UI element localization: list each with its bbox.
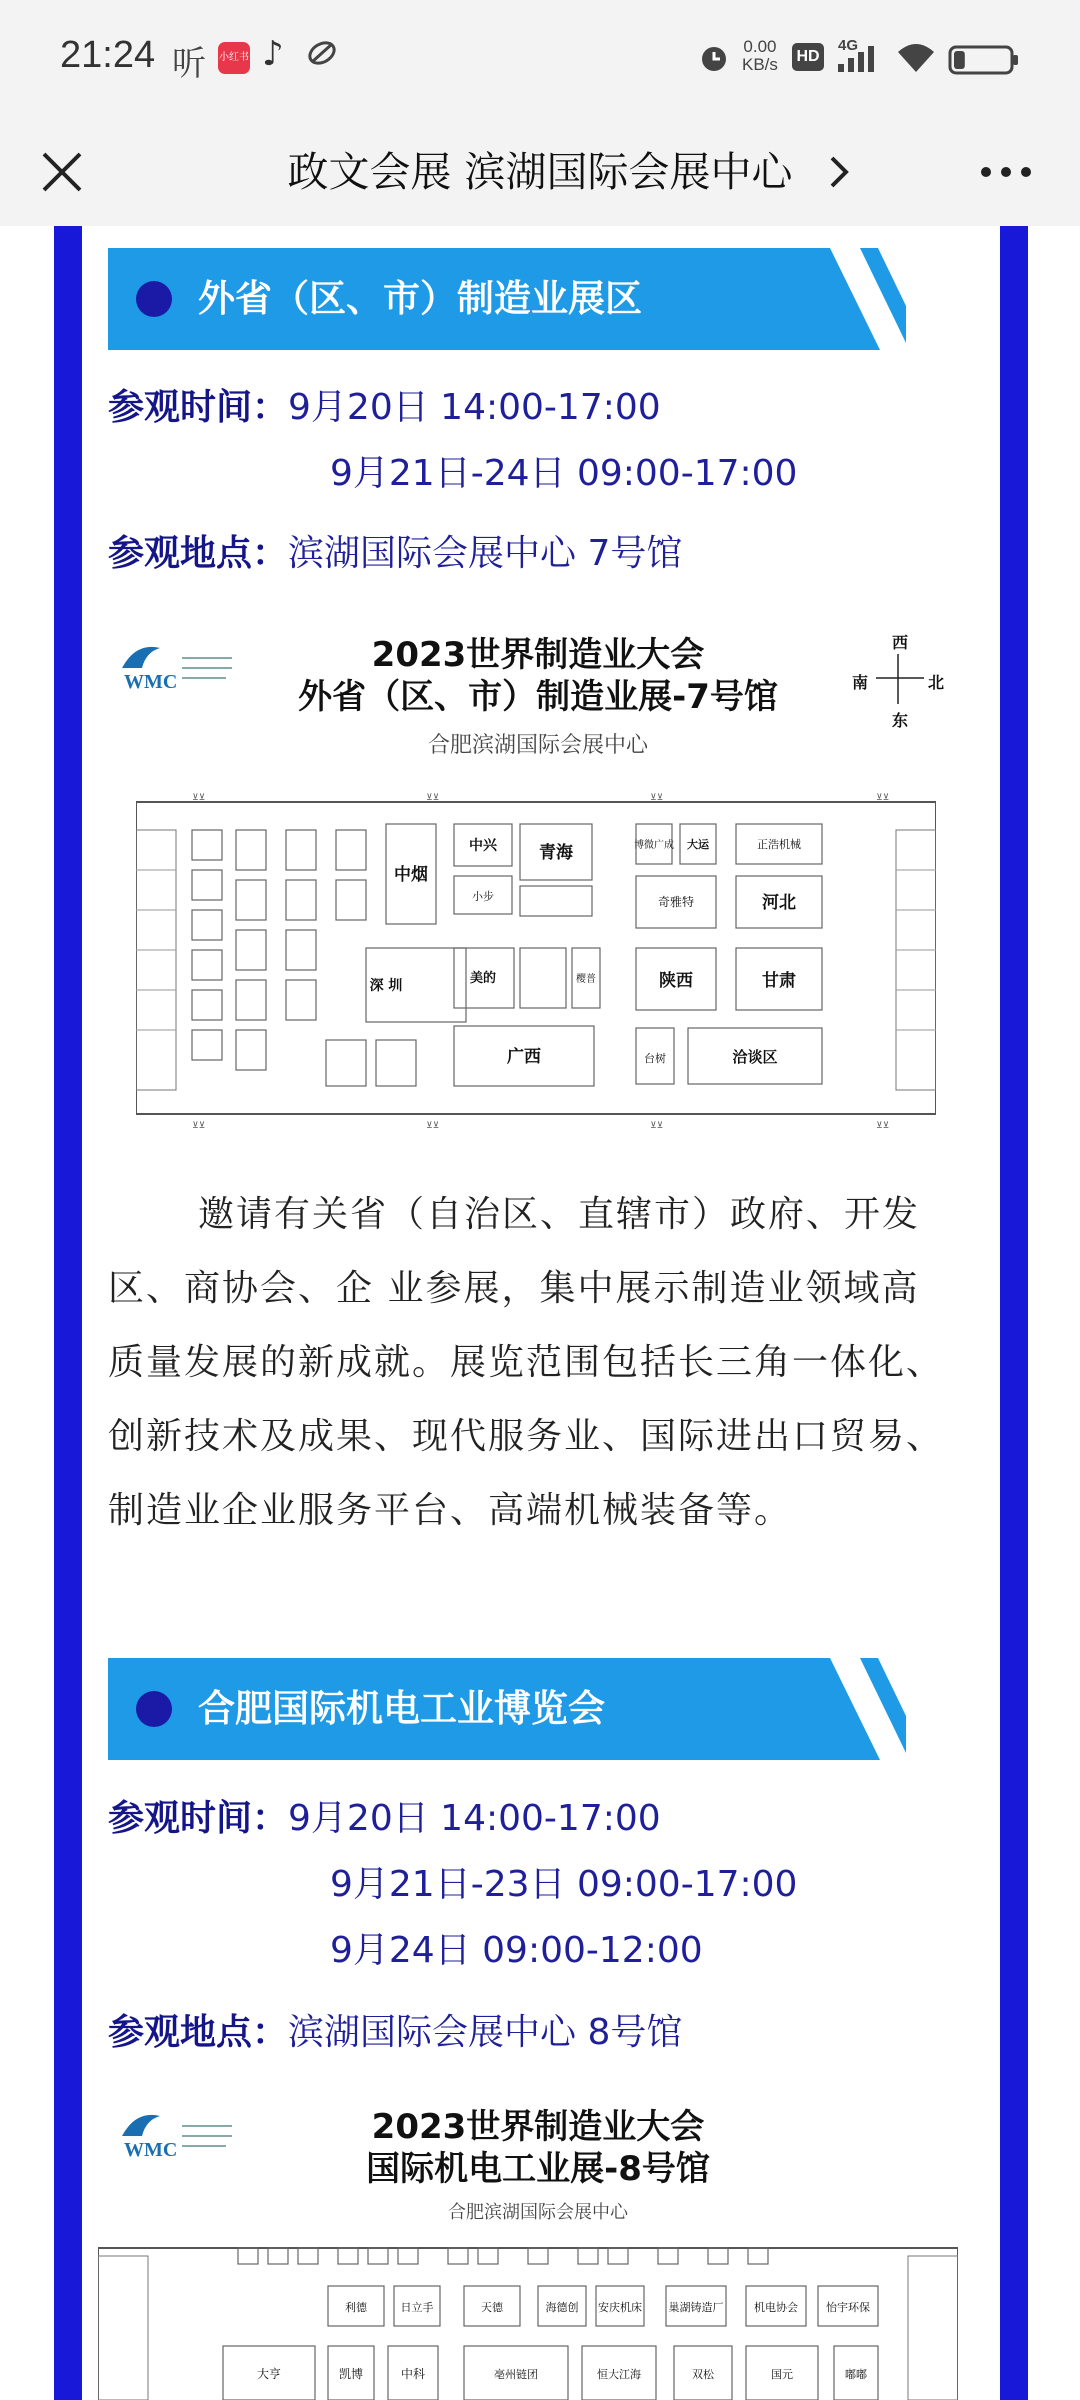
visit-place-value: 滨湖国际会展中心 8号馆 bbox=[288, 2012, 683, 2053]
map-title: 国际机电工业展-8号馆 bbox=[366, 2149, 710, 2189]
svg-text:巢湖铸造厂: 巢湖铸造厂 bbox=[668, 2301, 724, 2314]
svg-text:4G: 4G bbox=[838, 37, 859, 54]
visit-time-value: 9月20日 14:00-17:00 bbox=[288, 387, 661, 428]
svg-text:广西: 广西 bbox=[507, 1047, 541, 1067]
visit-time bbox=[108, 383, 661, 433]
leaf-icon bbox=[306, 38, 338, 68]
xiaohongshu-icon: 小红书 bbox=[218, 42, 250, 74]
svg-text:大亨: 大亨 bbox=[256, 2367, 282, 2381]
svg-text:⊻⊻: ⊻⊻ bbox=[192, 793, 206, 803]
visit-place bbox=[108, 529, 682, 579]
svg-text:奇雅特: 奇雅特 bbox=[657, 895, 695, 909]
svg-text:利德: 利德 bbox=[345, 2301, 367, 2314]
frame-border-right bbox=[1000, 226, 1028, 2400]
visit-place-label: 参观地点： bbox=[108, 533, 289, 574]
svg-text:⊻⊻: ⊻⊻ bbox=[192, 1121, 206, 1130]
bullet-icon bbox=[136, 1691, 172, 1727]
svg-text:嘟嘟: 嘟嘟 bbox=[845, 2368, 867, 2381]
map-subtitle: 合肥滨湖国际会展中心 bbox=[427, 733, 648, 758]
svg-text:深 圳: 深 圳 bbox=[369, 978, 403, 994]
section-title: 合肥国际机电工业博览会 bbox=[198, 1687, 605, 1730]
hall-8-floor-map bbox=[108, 2092, 968, 2400]
visit-time bbox=[108, 1794, 661, 1844]
svg-text:台树: 台树 bbox=[644, 1052, 666, 1065]
svg-text:双松: 双松 bbox=[692, 2368, 714, 2381]
svg-text:海德创: 海德创 bbox=[545, 2301, 579, 2314]
floor-plan bbox=[136, 790, 936, 1130]
visit-place bbox=[108, 2008, 682, 2058]
alarm-icon bbox=[698, 42, 730, 74]
svg-text:中兴: 中兴 bbox=[469, 838, 497, 854]
svg-text:陕西: 陕西 bbox=[659, 971, 693, 991]
svg-text:洽谈区: 洽谈区 bbox=[732, 1048, 778, 1066]
map-title: 2023世界制造业大会 bbox=[371, 635, 705, 675]
svg-text:⊻⊻: ⊻⊻ bbox=[426, 793, 440, 803]
tiktok-icon: ♪ bbox=[262, 34, 284, 74]
svg-text:机电协会: 机电协会 bbox=[754, 2301, 798, 2314]
svg-text:怡宇环保: 怡宇环保 bbox=[826, 2301, 870, 2314]
svg-text:国元: 国元 bbox=[771, 2368, 793, 2381]
compass: 西 南 北 东 bbox=[852, 633, 945, 730]
svg-text:小步: 小步 bbox=[472, 890, 494, 903]
map-title: 2023世界制造业大会 bbox=[371, 2107, 705, 2147]
svg-text:安庆机床: 安庆机床 bbox=[598, 2301, 642, 2314]
svg-text:日立手: 日立手 bbox=[400, 2301, 434, 2314]
visit-time-value: 9月21日-24日 09:00-17:00 bbox=[330, 453, 798, 494]
map-title: 外省（区、市）制造业展-7号馆 bbox=[298, 677, 778, 717]
svg-text:天德: 天德 bbox=[481, 2301, 503, 2314]
svg-text:中烟: 中烟 bbox=[394, 865, 428, 885]
status-bar bbox=[0, 0, 1080, 118]
svg-text:WMC: WMC bbox=[124, 671, 178, 693]
more-icon[interactable] bbox=[976, 154, 1036, 190]
map-subtitle: 合肥滨湖国际会展中心 bbox=[448, 2202, 628, 2223]
svg-text:中科: 中科 bbox=[400, 2367, 426, 2381]
bullet-icon bbox=[136, 281, 172, 317]
section-banner bbox=[108, 1658, 908, 1760]
svg-text:青海: 青海 bbox=[539, 843, 573, 863]
nav-bar bbox=[0, 118, 1080, 226]
visit-time-value: 9月24日 09:00-12:00 bbox=[330, 1930, 703, 1971]
hall-7-floor-map bbox=[108, 620, 968, 1140]
visit-time-value: 9月20日 14:00-17:00 bbox=[288, 1798, 661, 1839]
svg-text:恒大江海: 恒大江海 bbox=[597, 2368, 641, 2381]
battery-icon bbox=[948, 44, 1020, 76]
clock: 21:24 bbox=[60, 34, 156, 76]
close-icon[interactable] bbox=[30, 140, 94, 204]
page-title[interactable]: 政文会展 滨湖国际会展中心 bbox=[287, 148, 793, 196]
visit-time-value: 9月21日-23日 09:00-17:00 bbox=[330, 1864, 798, 1905]
svg-text:正浩机械: 正浩机械 bbox=[757, 838, 801, 851]
wifi-icon bbox=[896, 40, 936, 74]
svg-text:⊻⊻: ⊻⊻ bbox=[876, 793, 890, 803]
section-title: 外省（区、市）制造业展区 bbox=[198, 277, 642, 320]
svg-text:⊻⊻: ⊻⊻ bbox=[650, 1121, 664, 1130]
floor-plan bbox=[98, 2236, 958, 2400]
svg-text:亳州链团: 亳州链团 bbox=[494, 2368, 538, 2381]
section-banner bbox=[108, 248, 908, 350]
svg-text:大运: 大运 bbox=[687, 838, 709, 851]
network-speed: 0.00 KB/s bbox=[742, 37, 778, 74]
svg-text:甘肃: 甘肃 bbox=[762, 971, 796, 991]
svg-text:美的: 美的 bbox=[469, 971, 497, 986]
svg-text:樱普: 樱普 bbox=[576, 974, 596, 985]
svg-text:博微广成: 博微广成 bbox=[634, 840, 674, 851]
svg-text:WMC: WMC bbox=[124, 2139, 178, 2161]
listen-icon: 听 bbox=[172, 44, 206, 84]
svg-text:⊻⊻: ⊻⊻ bbox=[650, 793, 664, 803]
svg-text:⊻⊻: ⊻⊻ bbox=[876, 1121, 890, 1130]
hd-icon: HD bbox=[792, 43, 824, 71]
visit-place-label: 参观地点： bbox=[108, 2012, 289, 2053]
svg-text:河北: 河北 bbox=[762, 893, 796, 913]
frame-border-left bbox=[54, 226, 82, 2400]
signal-icon bbox=[836, 36, 884, 76]
svg-text:凯博: 凯博 bbox=[338, 2367, 364, 2381]
section-description: 邀请有关省（自治区、直辖市）政府、开发 区、商协会、企 业参展，集中展示制造业领域高 质量发展的新成就。展览范围包括长三角一体化、 创新技术及成果、现代服务业、国际进出口贸易、 制造业企业服务平台、高端机械装备等。 bbox=[108, 1194, 945, 1531]
chevron-right-icon[interactable] bbox=[824, 150, 854, 194]
visit-time-label: 参观时间： bbox=[108, 1798, 289, 1839]
visit-place-value: 滨湖国际会展中心 7号馆 bbox=[288, 533, 683, 574]
visit-time-label: 参观时间： bbox=[108, 387, 289, 428]
svg-text:⊻⊻: ⊻⊻ bbox=[426, 1121, 440, 1130]
